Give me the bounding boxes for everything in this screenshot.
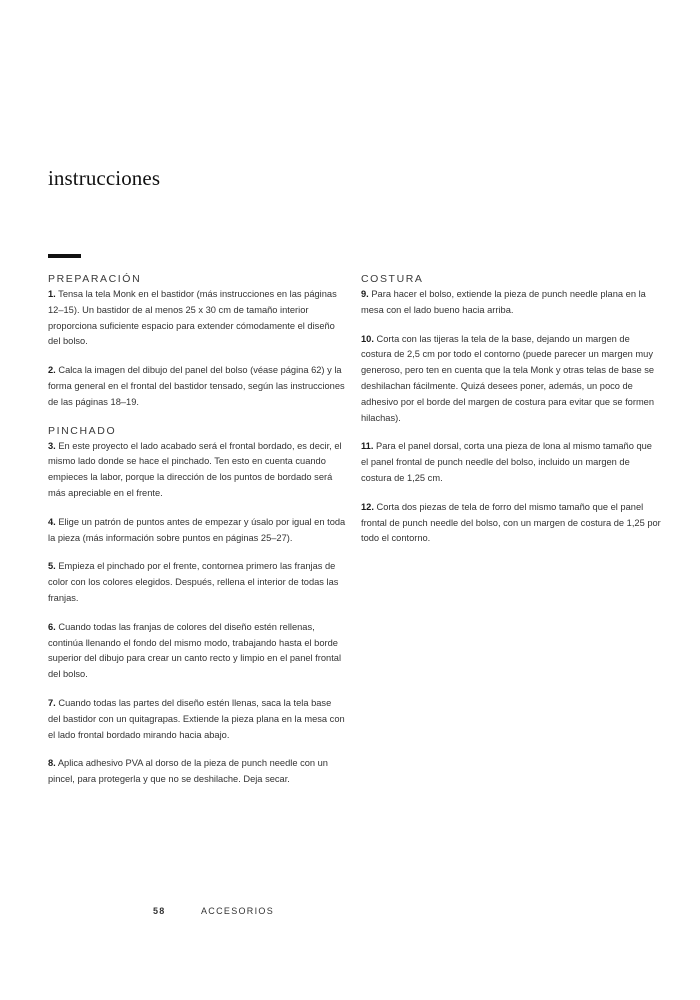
step-4 <box>48 515 346 547</box>
section-heading: COSTURA <box>361 273 424 285</box>
step-number: 3. <box>48 440 56 451</box>
page-number: 58 <box>153 906 166 916</box>
section-heading: PREPARACIÓN <box>48 273 142 285</box>
section-pinchado <box>48 424 346 788</box>
step-text: Corta dos piezas de tela de forro del mismo tamaño que el panel frontal de punch needle del bolso, con un margen de costura de 1,25 por todo el contorno. <box>361 501 661 544</box>
step-number: 8. <box>48 758 56 769</box>
step-number: 9. <box>361 289 369 299</box>
section-preparacion <box>48 272 346 411</box>
step-2 <box>48 363 346 410</box>
step-text: Para el panel dorsal, corta una pieza de lona al mismo tamaño que el panel frontal de punch needle del bolso, incluido un margen de costura de 1,25 cm. <box>361 441 652 483</box>
step-12 <box>361 500 661 547</box>
step-3 <box>48 439 346 502</box>
step-5 <box>48 559 346 606</box>
section-costura <box>361 272 661 547</box>
step-11 <box>361 439 661 486</box>
step-text: En este proyecto el lado acabado será el frontal bordado, es decir, el mismo lado donde se hace el pinchado. Ten esto en cuenta cuando empieces la labor, porque la dirección de los puntos de bordado será más apreciable en el frente. <box>48 440 342 498</box>
step-number: 5. <box>48 561 56 572</box>
chapter-name: ACCESORIOS <box>201 906 275 916</box>
step-text: Para hacer el bolso, extiende la pieza de punch needle plana en la mesa con el lado bueno hacia arriba. <box>361 289 646 315</box>
step-number: 4. <box>48 516 56 527</box>
step-number: 1. <box>48 289 56 299</box>
right-column <box>361 272 661 560</box>
step-text: Cuando todas las franjas de colores del diseño estén rellenas, continúa llenando el fondo del mismo modo, trabajando hasta el borde superior del dibujo para crear un canto recto y limpio en el panel frontal del bolso. <box>48 621 342 680</box>
step-number: 2. <box>48 365 56 376</box>
section-heading: PINCHADO <box>48 424 117 437</box>
step-8 <box>48 756 346 788</box>
step-1 <box>48 287 346 350</box>
step-number: 12. <box>361 501 374 512</box>
step-text: Tensa la tela Monk en el bastidor (más instrucciones en las páginas 12–15). Un bastidor de al menos 25 x 30 cm de tamaño interior proporciona suficiente espacio para extender cómodamente el diseño del bolso. <box>48 289 337 347</box>
step-7 <box>48 696 346 743</box>
step-number: 7. <box>48 697 56 708</box>
step-text: Elige un patrón de puntos antes de empezar y úsalo por igual en toda la pieza (más información sobre puntos en páginas 25–27). <box>48 516 346 543</box>
step-number: 11. <box>361 441 374 452</box>
step-number: 10. <box>361 333 374 344</box>
left-column <box>48 272 346 801</box>
step-9 <box>361 287 661 319</box>
step-number: 6. <box>48 621 56 632</box>
page-title: instrucciones <box>48 166 161 190</box>
step-text: Corta con las tijeras la tela de la base, dejando un margen de costura de 2,5 cm por todo el contorno (puede parecer un margen muy generoso, pero ten en cuenta que la tela Monk y otras telas de base se deshilachan fácilmente. Quizá desees poner, además, un poco de adhesivo por el borde del margen de costura para evitar que se formen hilachas). <box>361 333 655 423</box>
step-text: Empieza el pinchado por el frente, contornea primero las franjas de color con los colores elegidos. Después, rellena el interior de todas las franjas. <box>48 561 339 603</box>
step-6 <box>48 620 346 683</box>
step-text: Calca la imagen del dibujo del panel del bolso (véase página 62) y la forma general en el frontal del bastidor tensado, según las instrucciones de las páginas 18–19. <box>48 365 345 407</box>
step-text: Aplica adhesivo PVA al dorso de la pieza de punch needle con un pincel, para protegerla y que no se deshilache. Deja secar. <box>48 758 328 785</box>
step-text: Cuando todas las partes del diseño estén llenas, saca la tela base del bastidor con un quitagrapas. Extiende la pieza plana en la mesa con el lado frontal bordado mirando hacia abajo. <box>48 697 345 740</box>
title-rule <box>48 254 81 258</box>
step-10 <box>361 332 661 427</box>
